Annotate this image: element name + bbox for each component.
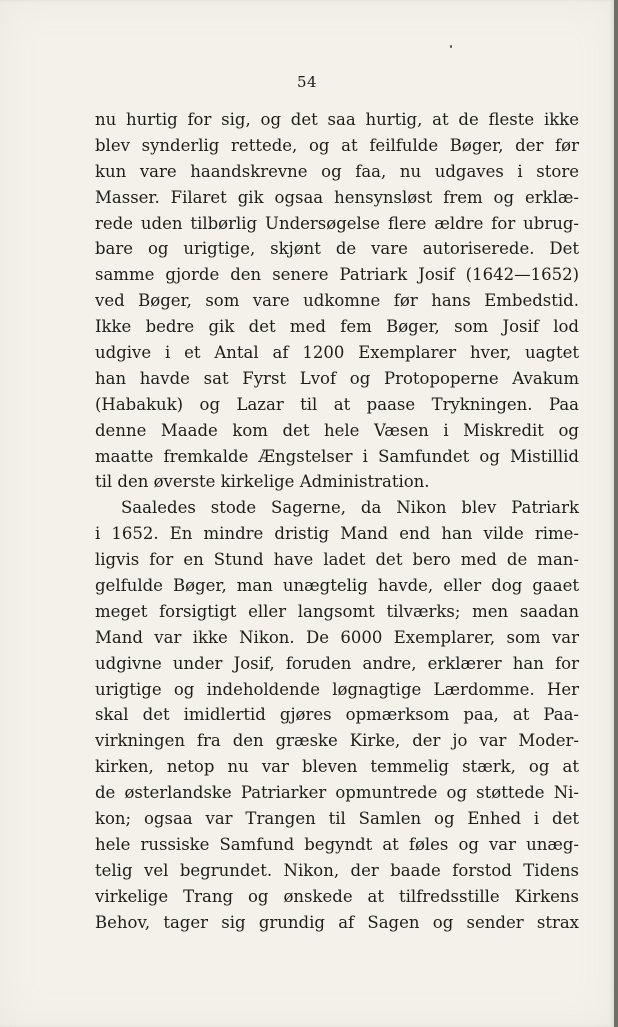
- page-number: 54: [296, 73, 318, 91]
- text-line: rede uden tilbørlig Undersøgelse flere ældre for ubrug-: [95, 213, 579, 233]
- text-line: samme gjorde den senere Patriark Josif (1642—1652): [95, 265, 579, 285]
- text-line: maatte fremkalde Ængstelser i Samfundet og Mistillid: [95, 446, 579, 466]
- text-line: Mand var ikke Nikon. De 6000 Exemplarer, som var: [95, 627, 579, 647]
- page-edge: [614, 0, 618, 1027]
- text-line: telig vel begrundet. Nikon, der baade forstod Tidens: [95, 860, 579, 880]
- text-line: han havde sat Fyrst Lvof og Protopoperne Avakum: [95, 368, 579, 388]
- text-line: skal det imidlertid gjøres opmærksom paa, at Paa-: [95, 705, 579, 725]
- text-line: Masser. Filaret gik ogsaa hensynsløst frem og erklæ-: [95, 187, 579, 207]
- text-line: ved Bøger, som vare udkomne før hans Embedstid.: [95, 291, 579, 311]
- text-line: ligvis for en Stund have ladet det bero med de man-: [95, 550, 579, 570]
- text-line: udgive i et Antal af 1200 Exemplarer hver, uagtet: [95, 343, 579, 363]
- paragraph-start-line: Saaledes stode Sagerne, da Nikon blev Patriark: [121, 498, 579, 518]
- text-line: kun vare haandskrevne og faa, nu udgaves i store: [95, 161, 579, 181]
- paper-speck: [450, 45, 452, 48]
- text-line: udgivne under Josif, foruden andre, erklærer han for: [95, 653, 579, 673]
- text-line: virkningen fra den græske Kirke, der jo var Moder-: [95, 731, 579, 751]
- text-line: (Habakuk) og Lazar til at paase Trykningen. Paa: [95, 394, 579, 414]
- text-line: kirken, netop nu var bleven temmelig stærk, og at: [95, 757, 579, 777]
- text-line: gelfulde Bøger, man unægtelig havde, eller dog gaaet: [95, 576, 579, 596]
- text-line: de østerlandske Patriarker opmuntrede og støttede Ni-: [95, 783, 579, 803]
- text-line: nu hurtig for sig, og det saa hurtig, at de fleste ikke: [95, 110, 579, 129]
- text-line: urigtige og indeholdende løgnagtige Lærdomme. Her: [95, 679, 579, 699]
- text-line: meget forsigtigt eller langsomt tilværks; men saadan: [95, 601, 579, 621]
- text-line: virkelige Trang og ønskede at tilfredsstille Kirkens: [95, 886, 579, 906]
- text-line: denne Maade kom det hele Væsen i Miskredit og: [95, 420, 579, 440]
- paragraph-end-line: til den øverste kirkelige Administration.: [95, 472, 430, 492]
- text-line: hele russiske Samfund begyndt at føles og var unæg-: [95, 834, 579, 854]
- text-line: i 1652. En mindre dristig Mand end han vilde rime-: [95, 524, 579, 544]
- body-text: [95, 107, 579, 936]
- text-line: bare og urigtige, skjønt de vare autoriserede. Det: [95, 239, 579, 259]
- text-line: blev synderlig rettede, og at feilfulde Bøger, der før: [95, 135, 579, 155]
- text-line: Ikke bedre gik det med fem Bøger, som Josif lod: [95, 317, 579, 337]
- text-line: kon; ogsaa var Trangen til Samlen og Enhed i det: [95, 809, 579, 829]
- text-line: Behov, tager sig grundig af Sagen og sender strax: [95, 912, 579, 932]
